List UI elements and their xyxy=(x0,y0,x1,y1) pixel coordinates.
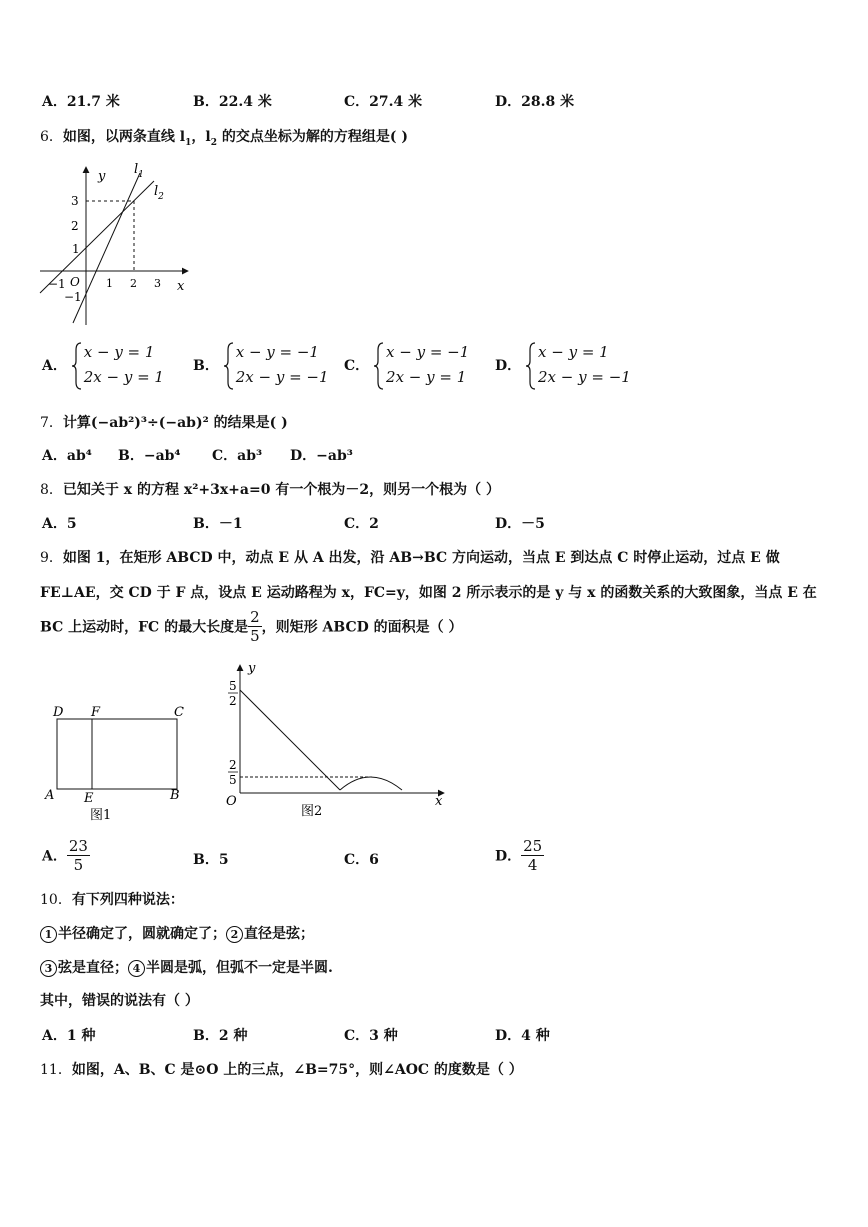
q10-option-a: A．1 种 xyxy=(42,1028,96,1044)
q6-ytick: 1 xyxy=(72,242,80,256)
q6-xtick: 2 xyxy=(130,277,137,290)
q10-option-b: B．2 种 xyxy=(193,1028,248,1044)
svg-text:E: E xyxy=(84,791,94,806)
q6-line-l1 xyxy=(73,173,140,323)
q6-ytick: −1 xyxy=(64,290,82,304)
q10-ask: 其中，错误的说法有（ ） xyxy=(40,993,199,1009)
q6-ytick: 2 xyxy=(71,219,79,233)
q6-ytick: 3 xyxy=(71,194,79,208)
svg-text:D: D xyxy=(53,705,64,720)
q9-stem-line1: 9．如图 1，在矩形 ABCD 中，动点 E 从 A 出发，沿 AB→BC 方向运动，当点 E 到达点 C 时停止运动，过点 E 做 xyxy=(40,550,780,566)
q6-option-b: B． x − y = −1 2x − y = −1 xyxy=(193,340,329,390)
q9-graph-arc xyxy=(340,777,402,790)
q6-graph xyxy=(36,155,196,330)
q8-option-b: B．－1 xyxy=(193,516,243,532)
q10-stem: 10．有下列四种说法： xyxy=(40,892,184,908)
q6-xtick: 1 xyxy=(106,277,113,290)
svg-text:B: B xyxy=(170,788,180,803)
q9-option-a: A． $\frac{23}{5}$ xyxy=(42,837,88,874)
q5-option-a: A．21.7 米 xyxy=(42,94,120,110)
q6-y-label: y xyxy=(98,169,106,184)
svg-text:O: O xyxy=(226,794,237,809)
q6-xtick: 3 xyxy=(154,277,161,290)
svg-text:2: 2 xyxy=(229,694,237,708)
q5-option-d: D．28.8 米 xyxy=(495,94,575,110)
q10-option-c: C．3 种 xyxy=(344,1028,398,1044)
q9-fig2-caption: 图2 xyxy=(301,804,323,819)
q9-figure-2 xyxy=(222,660,452,825)
q7-option-b: B．−ab⁴ xyxy=(118,448,181,464)
q10-option-d: D．4 种 xyxy=(495,1028,550,1044)
svg-text:2: 2 xyxy=(229,758,237,772)
q5-option-b: B．22.4 米 xyxy=(193,94,272,110)
svg-text:y: y xyxy=(248,661,256,676)
q8-stem: 8．已知关于 x 的方程 x²+3x+a=0 有一个根为－2，则另一个根为（ ） xyxy=(40,482,500,498)
q8-option-d: D．－5 xyxy=(495,516,545,532)
svg-text:x: x xyxy=(435,794,443,809)
q7-option-d: D．−ab³ xyxy=(290,448,353,464)
q6-l1-label: $l_1$ xyxy=(134,162,144,180)
q9-option-b: B．5 xyxy=(193,852,229,868)
q9-option-d: D． $\frac{25}{4}$ xyxy=(495,837,543,874)
q8-option-c: C．2 xyxy=(344,516,379,532)
svg-text:F: F xyxy=(91,705,101,720)
q10-statements-1-2: 1 半径确定了，圆就确定了； 2 直径是弦； xyxy=(40,923,314,943)
q8-option-a: A．5 xyxy=(42,516,77,532)
q9-stem-line2: FE⊥AE，交 CD 于 F 点，设点 E 运动路程为 x，FC=y，如图 2 所示表示的是 y 与 x 的函数关系的大致图象，当点 E 在 xyxy=(40,585,817,601)
q5-option-c: C．27.4 米 xyxy=(344,94,423,110)
q6-option-d: D． x − y = 1 2x − y = −1 xyxy=(495,340,631,390)
q9-rectangle xyxy=(57,719,177,789)
q6-l2-label: $l_2$ xyxy=(154,184,164,202)
q6-option-a: A． x − y = 1 2x − y = 1 xyxy=(42,340,164,390)
q10-statements-3-4: 3 弦是直径； 4 半圆是弧，但弧不一定是半圆. xyxy=(40,957,333,977)
q6-x-label: x xyxy=(177,279,185,294)
q6-origin-label: O xyxy=(70,275,80,289)
q9-figure-1 xyxy=(40,698,200,828)
q6-option-c: C． x − y = −1 2x − y = 1 xyxy=(344,340,469,390)
q9-option-c: C．6 xyxy=(344,852,379,868)
svg-text:5: 5 xyxy=(229,773,237,787)
q6-xtick: −1 xyxy=(48,277,66,291)
q7-option-a: A．ab⁴ xyxy=(42,448,92,464)
q9-fig1-caption: 图1 xyxy=(90,808,112,823)
q7-option-c: C．ab³ xyxy=(212,448,263,464)
svg-text:5: 5 xyxy=(229,679,237,693)
q7-stem: 7．计算(−ab²)³÷(−ab)² 的结果是( ) xyxy=(40,415,288,431)
q9-stem-line3: BC 上运动时，FC 的最大长度是 $\frac{2}{5}$ ，则矩形 ABCD 的面积是（ ） xyxy=(40,608,463,645)
q6-stem: 6．如图，以两条直线 $l_1$，$l_2$ 的交点坐标为解的方程组是( ) xyxy=(40,129,408,148)
q11-stem: 11．如图，A、B、C 是⊙O 上的三点，∠B=75°，则∠AOC 的度数是（ ） xyxy=(40,1062,523,1078)
svg-text:A: A xyxy=(45,788,55,803)
q9-graph-segment xyxy=(240,690,340,790)
svg-text:C: C xyxy=(174,705,184,720)
